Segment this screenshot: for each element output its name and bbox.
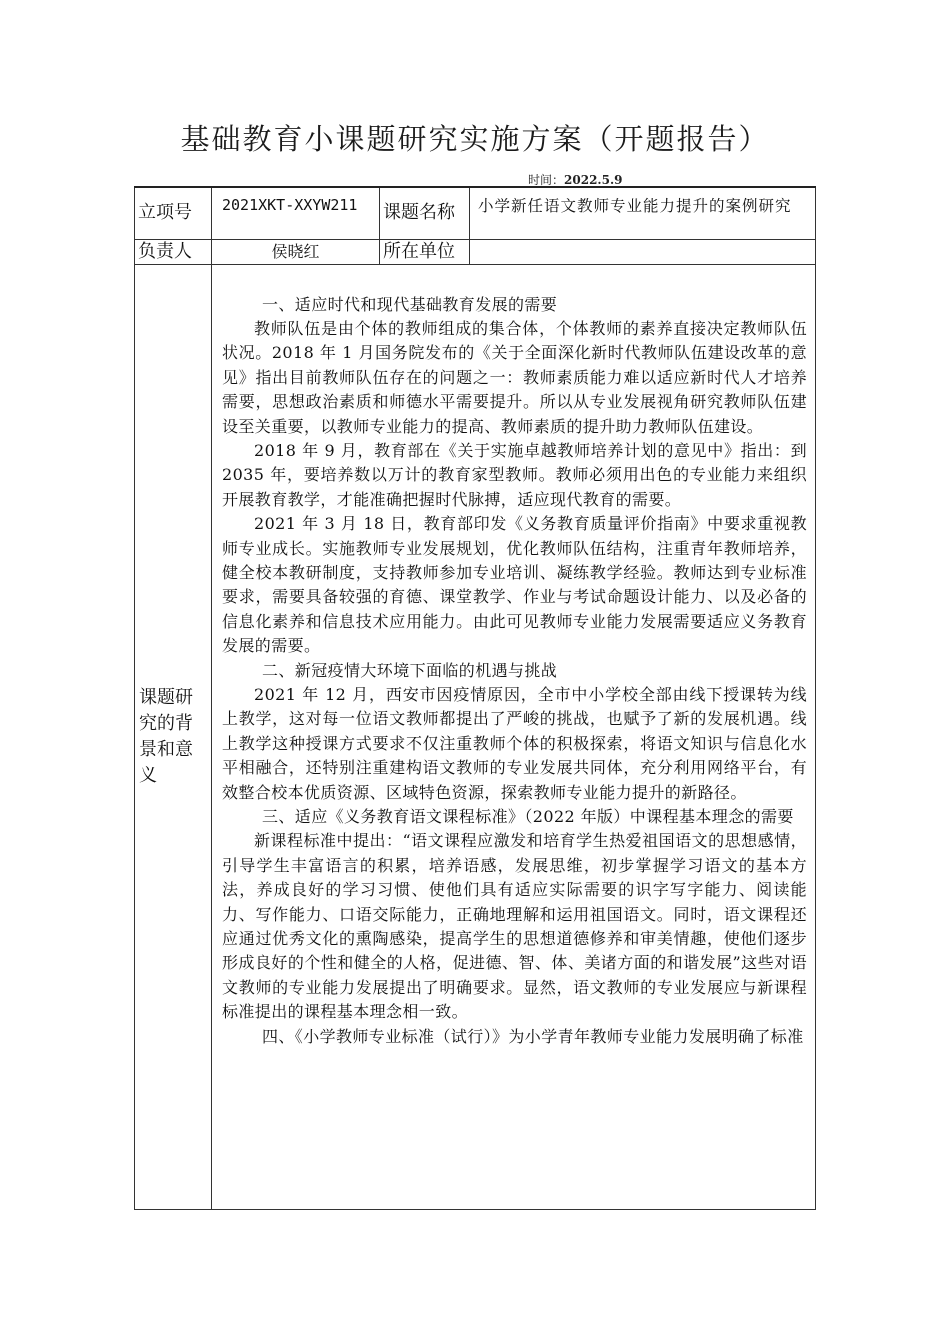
unit-value: [470, 239, 816, 264]
heading-1: 一、适应时代和现代基础教育发展的需要: [262, 294, 558, 314]
date-label: 时间：: [528, 173, 565, 187]
label-project-id: 立项号: [135, 187, 212, 239]
paragraph: 2018 年 9 月，教育部在《关于实施卓越教师培养计划的意见中》指出：到 2035 年，要培养数以万计的教育家型教师。教师必须用出色的专业能力来组织开展教育教学，才能准确把握时代脉搏，适应现代教育的需要。: [222, 440, 807, 509]
label-topic-name: 课题名称: [380, 187, 470, 239]
heading-3: 三、适应《义务教育语文课程标准》（2022 年版）中课程基本理念的需要: [262, 807, 794, 827]
row-leader: [135, 239, 816, 264]
report-form-table: [134, 186, 816, 1210]
paragraph: 2021 年 12 月，西安市因疫情原因，全市中小学校全部由线下授课转为线上教学，这对每一位语文教师都提出了严峻的挑战，也赋予了新的发展机遇。线上教学这种授课方式要求不仅注重教师个体的积极探索，将语文知识与信息化水平相融合，还特别注重建构语文教师的专业发展共同体，充分利用网络平台，有效整合校本优质资源、区域特色资源，探索教师专业能力提升的新路径。: [222, 685, 807, 802]
leader-value: 侯晓红: [212, 239, 380, 264]
row-project-id: [135, 187, 816, 239]
section-body: [212, 264, 816, 1209]
label-leader: 负责人: [135, 239, 212, 264]
heading-4: 四、《小学教师专业标准（试行）》为小学青年教师专业能力发展明确了标准: [262, 1026, 804, 1046]
document-title: 基础教育小课题研究实施方案（开题报告）: [180, 122, 770, 156]
paragraph: 2021 年 3 月 18 日，教育部印发《义务教育质量评价指南》中要求重视教师专业成长。实施教师专业发展规划，优化教师队伍结构，注重青年教师培养，健全校本教研制度，支持教师参加专业培训、凝练教学经验。教师达到专业标准要求，需要具备较强的育德、课堂教学、作业与考试命题设计能力、以及必备的信息化素养和信息技术应用能力。由此可见教师专业能力发展需要适应义务教育发展的需要。: [222, 514, 807, 656]
section-label-background: 课题研究的背景和意义: [135, 264, 212, 1209]
label-unit: 所在单位: [380, 239, 470, 264]
paragraph: 新课程标准中提出：“语文课程应激发和培育学生热爱祖国语文的思想感情，引导学生丰富语言的积累，培养语感，发展思维，初步掌握学习语文的基本方法，养成良好的学习习惯、使他们具有适应实际需要的识字写字能力、阅读能力、写作能力、口语交际能力，正确地理解和运用祖国语文。同时，语文课程还应通过优秀文化的熏陶感染，提高学生的思想道德修养和审美情趣，使他们逐步形成良好的个性和健全的人格，促进德、智、体、美诸方面的和谐发展”这些对语文教师的专业能力发展提出了明确要求。显然，语文教师的专业发展应与新课程标准提出的课程基本理念相一致。: [222, 831, 807, 1022]
row-background: [135, 264, 816, 1209]
date-value: 2022.5.9: [564, 173, 623, 187]
heading-2: 二、新冠疫情大环境下面临的机遇与挑战: [262, 660, 558, 680]
paragraph: 教师队伍是由个体的教师组成的集合体，个体教师的素养直接决定教师队伍状况。2018 年 1 月国务院发布的《关于全面深化新时代教师队伍建设改革的意见》指出目前教师队伍存在的问题之一：教师素质能力难以适应新时代人才培养需要，思想政治素质和师德水平需要提升。所以从专业发展视角研究教师队伍建设至关重要，以教师专业能力的提高、教师素质的提升助力教师队伍建设。: [222, 318, 807, 436]
topic-name-value: 小学新任语文教师专业能力提升的案例研究: [470, 187, 816, 239]
project-id-value: 2021XKT-XXYW211: [212, 187, 380, 239]
